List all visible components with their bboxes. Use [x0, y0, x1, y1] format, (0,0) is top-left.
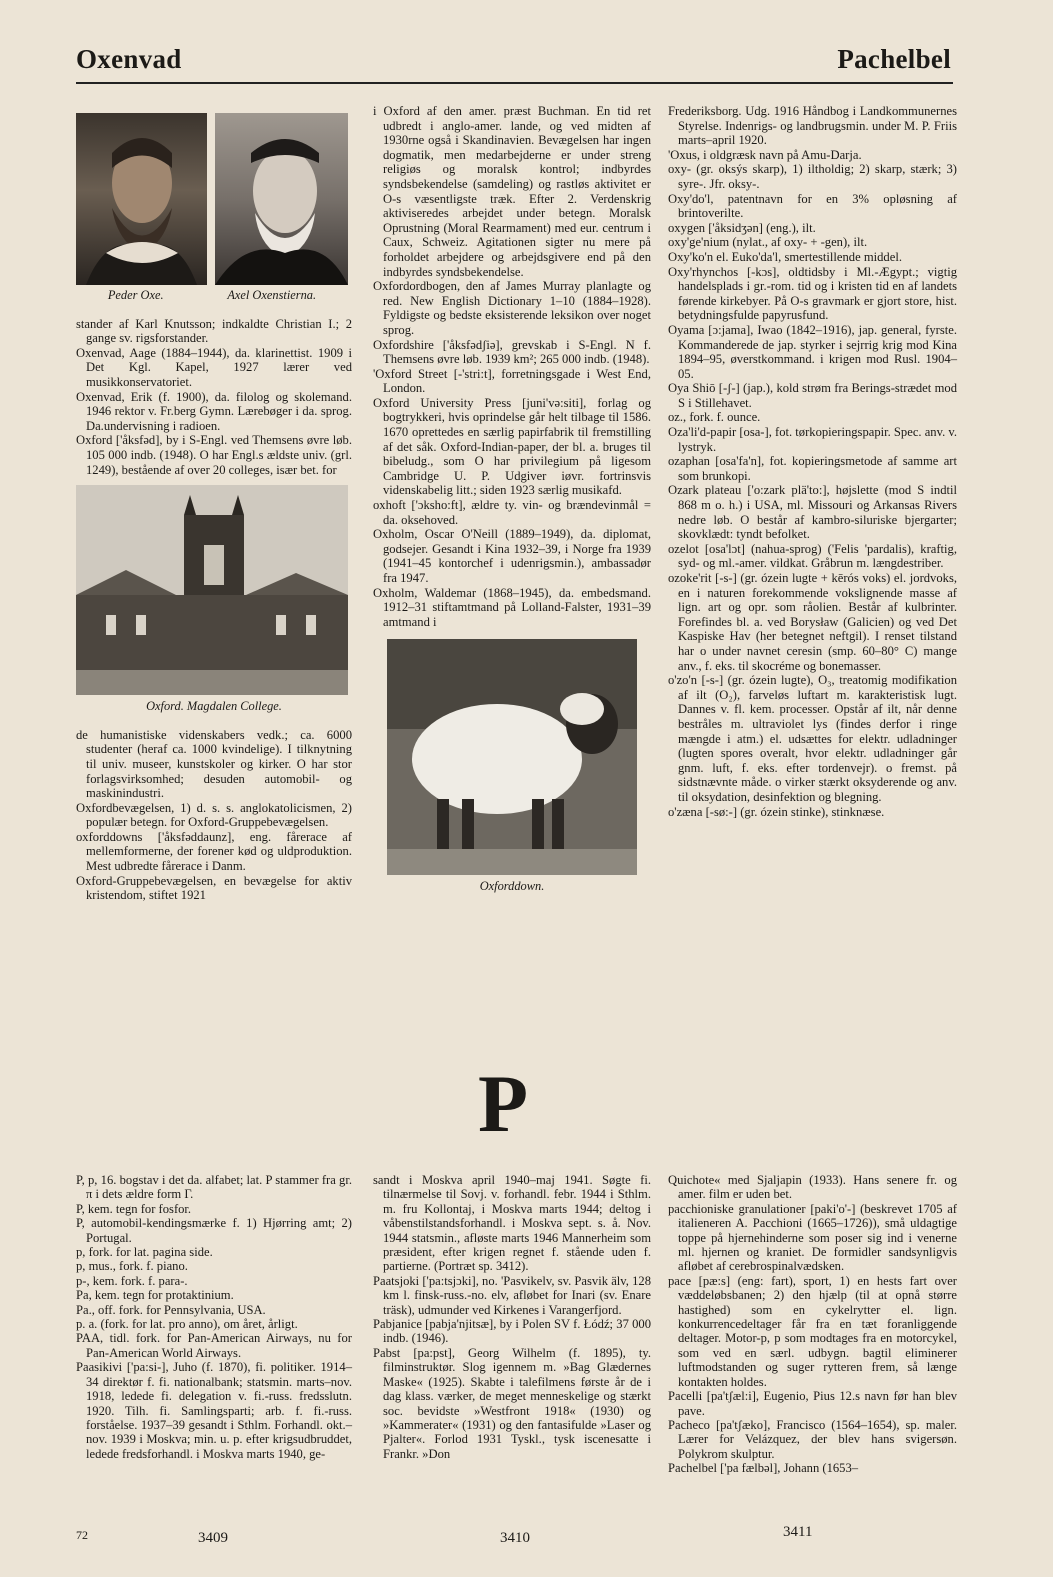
entry: stander af Karl Knutsson; indkaldte Christian I.; 2 gange sv. rigsforstander. [76, 316, 352, 346]
entry: P, kem. tegn for fosfor. [76, 1201, 192, 1216]
entry: sandt i Moskva april 1940–maj 1941. Søgte fi. tilnærmelse til Sovj. v. forhandl. febr. 1944 i Sthlm. m. fru Kollontaj, i Moskva marts 1944; deltog i våbenstilstandsforhandl. i Moskva sept. s. å. Nov. 1944 statsmin., afløste marts 1946 Mannerheim som præsident, efter krigen regnet f. stående uden f. partierne. (Portræt sp. 3412). [373, 1173, 651, 1274]
section-letter: P [478, 1058, 529, 1149]
entry: ozoke'rit [-s-] (gr. ózein lugte + kērós voks) el. jordvoks, en i naturen forekommende vokslignende masse af lign. art og opr. som råolien. Består af kulbrinter. Forefindes bl. a. ved Borysław (Galicien) og ved Det Kaspiske Hav (her betegnet neftgil). I renset tilstand har o under navnet ceresin (smp. 60–80° C) mange anv., f. eks. til skocréme og bonemasser. [668, 571, 957, 673]
entry: de humanistiske videnskabers vedk.; ca. 6000 studenter (heraf ca. 1000 kvindelige). I tilknytning til univ. museer, kunstskoler og kirker. O har stor forlagsvirksomhed; desuden automobil- og maskinindustri. [76, 727, 352, 801]
entry: Pabst [pa:pst], Georg Wilhelm (f. 1895), ty. filminstruktør. Slog igennem m. »Bag Glædernes Maske« (1925). Skabte i talefilmens første år de i dag klass. værker, de meget menneskelige og stærkt soc. bevidste »Westfront 1918« (1930) og »Kammerater« (1931) og den fantasifulde »Laser og Pjalter«. Forlod 1931 Tyskl., tysk iscenesatte i Frankr. »Don [373, 1345, 651, 1461]
entry: Quichote« med Sjaljapin (1933). Hans senere fr. og amer. film er uden bet. [668, 1173, 957, 1202]
entry: p, fork. for lat. pagina side. [76, 1245, 213, 1260]
running-head-right: Pachelbel [837, 44, 951, 74]
entry: Pachelbel ['pa fælbəl], Johann (1653– [668, 1461, 859, 1476]
caption-axel-oxenstierna: Axel Oxenstierna. [227, 288, 317, 302]
entry: Oyama [ɔ:jama], Iwao (1842–1916), jap. general, fyrste. Kommanderede de jap. styrker i sejrrig krig mod Kina 1894–95, øverstkommand. i krigen mod Rusl. 1904–05. [668, 322, 957, 381]
entry: ozaphan [osa'fa'n], fot. kopieringsmetode af samme art som brunkopi. [668, 454, 957, 483]
column-2 [373, 104, 651, 908]
entry: Oxfordordbogen, den af James Murray planlagte og red. New English Dictionary 1–10 (1884–1928). Fyldigste og bedste eksisterende leksikon over noget sprog. [373, 279, 651, 337]
entry: 'Oxford Street [-'stri:t], forretningsgade i West End, London. [373, 366, 651, 396]
entry: Oxford ['åksfəd], by i S-Engl. ved Themsens øvre løb. 105 000 indb. (1948). O har Engl.s ældste univ. (grl. 1249), bestående af over 20 colleges, især bet. for [76, 433, 352, 477]
entry: Pa, kem. tegn for protaktinium. [76, 1288, 234, 1303]
portrait-captions [76, 288, 348, 303]
entry: oxygen ['åksidʒən] (eng.), ilt. [668, 220, 816, 235]
bottom-column-1 [76, 1173, 352, 1461]
entry: p-, kem. fork. f. para-. [76, 1273, 188, 1288]
entry: P, automobil-kendingsmærke f. 1) Hjørring amt; 2) Portugal. [76, 1216, 352, 1245]
entry: Oxford University Press [juni'və:siti], forlag og bogtrykkeri, hvis oprindelse går helt tilbage til 1586. 1670 oprettedes en særlig papirfabrik til fremstilling af det såk. Oxford-Indian-paper, der bl. a. bruges til bibeludg., som O har privilegium på ligesom Cambridge U. P. Udgiver iøvr. fortrinsvis videnskabelig litt.; siden 1923 særlig musikafd. [373, 395, 651, 498]
entry: Paasikivi ['pa:si-], Juho (f. 1870), fi. politiker. 1914–34 direktør f. fi. nationalbank; statsmin. marts–nov. 1918, ledede fi. delegation v. fi.-russ. fredsslutn. 1920. Tilh. fi. Samlingsparti; arb. f. fi.-russ. forståelse. 1937–39 gesandt i Sthlm. Forhandl. okt.–nov. 1939 i Moskva; min. u. p. efter krigsudbruddet, ledede fredsforhandl. i Moskva marts 1940, ge- [76, 1360, 352, 1461]
entry: Oxenvad, Erik (f. 1900), da. filolog og skolemand. 1946 rektor v. Fr.berg Gymn. Lærebøger i da. sprog. Da.undervisning i radioen. [76, 389, 352, 433]
entry: Pa., off. fork. for Pennsylvania, USA. [76, 1302, 266, 1317]
column-number-right: 3411 [783, 1524, 813, 1540]
entry: oz., fork. f. ounce. [668, 410, 761, 425]
entry: pacchioniske granulationer [paki'o'-] (beskrevet 1705 af italieneren A. Pacchioni (1665–1726)), små uldagtige toppe på hjernehinderne som poser sig ind i venerne ml. hjernen og kraniet. De formidler sandsynligvis afløbet af cerebrospinalvædsken. [668, 1201, 957, 1274]
entry: Oya Shiō [-ʃ-] (jap.), kold strøm fra Berings-strædet mod S i Stillehavet. [668, 381, 957, 410]
entry: pace [pæ:s] (eng: fart), sport, 1) en hests fart over væddeløbsbanen; 2) den hjælp (til at opnå større hastighed) som en cykelrytter el. lign. konkurrencedeltager får fra en tæt foranliggende deltager. Motor-p, p som modtages fra en motorcykel, som ved en særl. udbygn. bagtil eliminerer luftmodstanden og suger rytteren frem, så længe kontakten holdes. [668, 1273, 957, 1389]
entry: P, p, 16. bogstav i det da. alfabet; lat. P stammer fra gr. π i dets ældre form Γ. [76, 1173, 352, 1202]
column-number-left: 3409 [198, 1530, 228, 1546]
column-number-middle: 3410 [500, 1530, 530, 1546]
entry: Oxenvad, Aage (1884–1944), da. klarinettist. 1909 i Det Kgl. Kapel, 1927 lærer ved musikkonservatoriet. [76, 345, 352, 389]
entry: Oxfordshire ['åksfədʃiə], grevskab i S-Engl. N f. Themsens øvre løb. 1939 km²; 265 000 indb. (1948). [373, 337, 651, 367]
header-rule [76, 82, 953, 84]
portrait-axel-oxenstierna [215, 113, 348, 285]
entry: o'zo'n [-s-] (gr. ózein lugte), O₃, treatomig modifikation af ilt (O₂), farveløs luftart m. karakteristisk lugt. Dannes v. fl. kem. processer. Opstår af ilt, når denne bestråles m. ultraviolet lys (findes derfor i ringe mængde i atm.) el. udsættes for elektr. udladninger (lugten spores overalt, hvor elektr. udladninger går gnm. luft, f. eks. efter tordenvejr). o fremst. på sidstnævnte måde. o virker stærkt oksyderende og anv. til oksydation, desinfektion og blegning. [668, 673, 957, 804]
entry: Oza'li'd-papir [osa-], fot. tørkopieringspapir. Spec. anv. v. lystryk. [668, 425, 957, 454]
entry: oxy'ge'nium (nylat., af oxy- + -gen), ilt. [668, 235, 868, 250]
entry: p. a. (fork. for lat. pro anno), om året, årligt. [76, 1317, 298, 1332]
entry: Pabjanice [pabja'njitsæ], by i Polen SV f. Łódź; 37 000 indb. (1946). [373, 1317, 651, 1346]
entry: Oxholm, Waldemar (1868–1945), da. embedsmand. 1912–31 stiftamtmand på Lolland-Falster, 1931–39 amtmand i [373, 585, 651, 629]
entry: Oxy'ko'n el. Euko'da'l, smertestillende middel. [668, 249, 902, 264]
entry: Oxfordbevægelsen, 1) d. s. s. anglokatolicismen, 2) populær betegn. for Oxford-Gruppebevægelsen. [76, 800, 352, 830]
portrait-peder-oxe [76, 113, 207, 285]
entry: PAA, tidl. fork. for Pan-American Airways, nu for Pan-American World Airways. [76, 1331, 352, 1360]
entry: o'zæna [-sø:-] (gr. ózein stinke), stinknæse. [668, 804, 885, 819]
entry: Oxy'do'l, patentnavn for en 3% opløsning af brintoverilte. [668, 191, 957, 221]
entry: oxy- (gr. oksýs skarp), 1) iltholdig; 2) skarp, stærk; 3) syre-. Jfr. oksy-. [668, 162, 957, 191]
entry: Oxholm, Oscar O'Neill (1889–1949), da. diplomat, godsejer. Gesandt i Kina 1932–39, i Norge fra 1939 (1941–45 kontorchef i udenrigsmin.), ambassadør fra 1947. [373, 527, 651, 585]
photo-oxforddown-sheep [387, 639, 637, 875]
entry: oxhoft ['ɔksho:ft], ældre ty. vin- og brændevinmål = da. oksehoved. [373, 498, 651, 527]
column-1 [76, 113, 352, 903]
entry: Ozark plateau ['o:zark plä'to:], højslette (mod S indtil 868 m o. h.) i USA, ml. Missouri og Arkansas Rivers nedre løb. O består af kambro-siluriske bjergarter; skovklædt: tyndt befolket. [668, 483, 957, 542]
entry: Oxy'rhynchos [-kɔs], oldtidsby i Ml.-Ægypt.; vigtig handelsplads i gr.-rom. tid og i kristen tid en af landets førende kirkebyer. På O-s gravmark er gjort store, hist. betydningsfulde papyrusfund. [668, 264, 957, 323]
portrait-row [76, 113, 348, 285]
entry: Frederiksborg. Udg. 1916 Håndbog i Landkommunernes Styrelse. Indenrigs- og landbrugsmin. under M. P. Friis marts–april 1920. [668, 104, 957, 148]
running-head-left: Oxenvad [76, 44, 182, 74]
folio-number: 72 [76, 1528, 88, 1542]
entry: oxforddowns ['åksfəddaunz], eng. fårerace af mellemformerne, der forener kød og uldproduktion. Mest udbredte fårerace i Danm. [76, 829, 352, 874]
entry: 'Oxus, i oldgræsk navn på Amu-Darja. [668, 147, 862, 162]
column-3 [668, 104, 957, 819]
photo-magdalen-college [76, 485, 348, 695]
entry: ozelot [osa'lɔt] (nahua-sprog) ('Felis 'pardalis), kraftig, syd- og ml.-amer. vildkat. Gråbrun m. længdestriber. [668, 541, 957, 571]
caption-peder-oxe: Peder Oxe. [107, 288, 164, 302]
bottom-column-3 [668, 1173, 957, 1476]
entry: Pacheco [pa'tʃæko], Francisco (1564–1654), sp. maler. Lærer for Velázquez, der blev hans svigersøn. Polykrom skulptur. [668, 1417, 957, 1461]
entry: Pacelli [pa'tʃæl:i], Eugenio, Pius 12.s navn før han blev pave. [668, 1389, 957, 1418]
entry: i Oxford af den amer. præst Buchman. En tid ret udbredt i anglo-amer. lande, og ved midten af 1930rne også i Skandinavien. Bevægelsen har ingen dogmatik, men medarbejderne er under streng religiøs og moralsk kontrol; indbyrdes syndsbekendelse (samdeling) og rastløs aktivitet er O-s væsentligste træk. Efter 2. Verdenskrig aktiviseredes arbejdet under betegn. Moralsk Oprustning (Moral Rearmament) med eur. centrum i Caux, Schweiz. Agitationen sigter nu mere på forholdet arbejdere og arbejdsgivere end på den indbyrdes syndsbekendelse. [373, 104, 651, 279]
bottom-column-2 [373, 1173, 651, 1461]
entry: Oxford-Gruppebevægelsen, en bevægelse for aktiv kristendom, stiftet 1921 [76, 873, 352, 903]
caption-sheep: Oxforddown. [479, 879, 545, 894]
entry: p, mus., fork. f. piano. [76, 1259, 188, 1274]
entry: Paatsjoki ['pa:tsjɔki], no. 'Pasvikelv, sv. Pasvik älv, 128 km l. finsk-russ.-no. elv, afløbet for Inari (sv. Enare träsk), udmunder ved Kirkenes i Varangerfjord. [373, 1273, 651, 1317]
caption-college: Oxford. Magdalen College. [146, 699, 282, 714]
